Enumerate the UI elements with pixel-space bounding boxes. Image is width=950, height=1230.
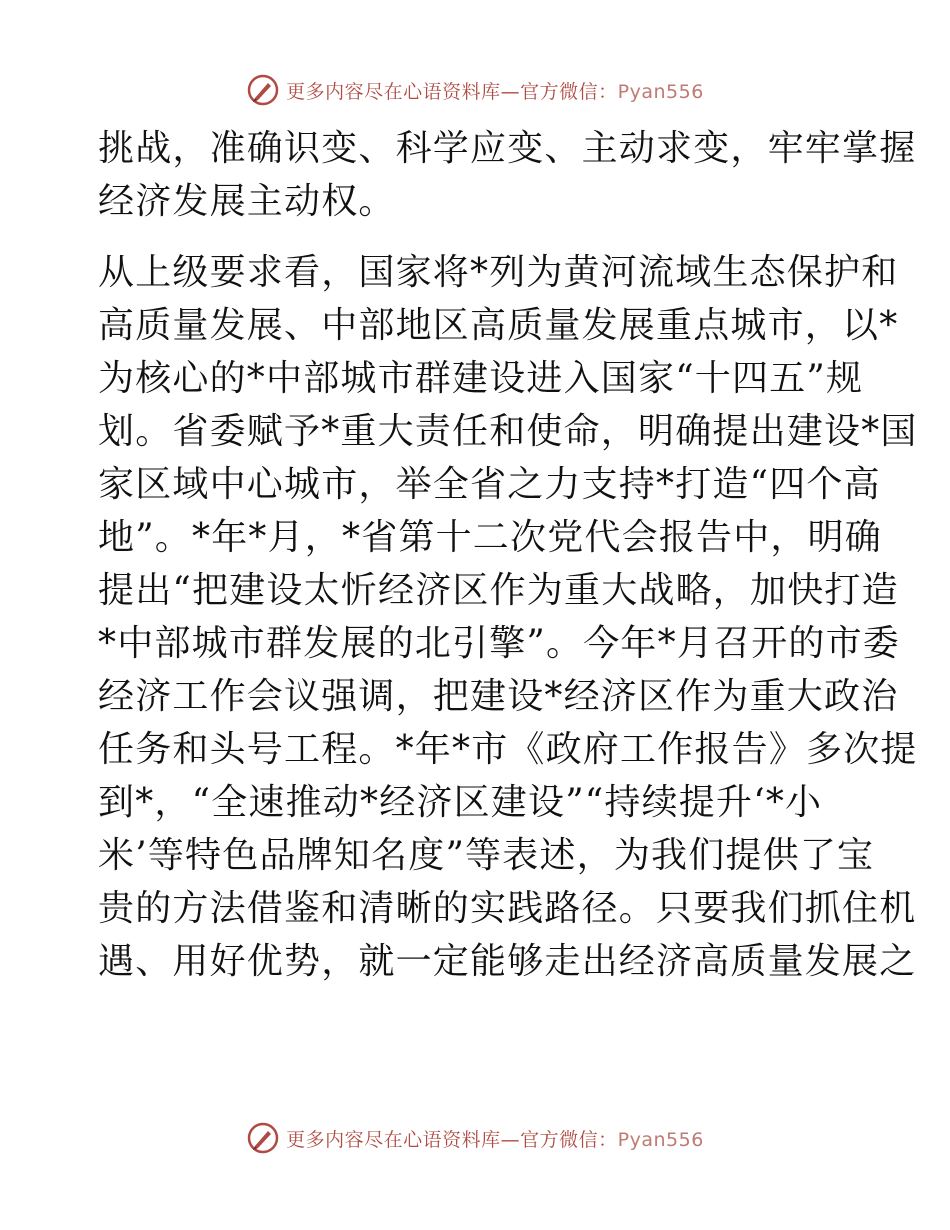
paragraph-spacer [98, 228, 854, 246]
paragraph-1 [98, 122, 917, 228]
text-line: 贵的方法借鉴和清晰的实践路径。只要我们抓住机 [98, 888, 917, 929]
text-line: 任务和头号工程。*年*市《政府工作报告》多次提 [98, 729, 918, 770]
text-line: 经济发展主动权。 [98, 181, 396, 222]
text-line: 家区域中心城市，举全省之力支持*打造“四个高 [98, 464, 881, 505]
watermark-text-cn: 更多内容尽在心语资料库—官方微信： [286, 1128, 618, 1151]
footer-watermark [0, 1116, 950, 1160]
text-line: 划。省委赋予*重大责任和使命，明确提出建设*国 [98, 411, 918, 452]
text-line: 经济工作会议强调，把建设*经济区作为重大政治 [98, 676, 899, 717]
pen-quill-icon [246, 73, 280, 107]
text-line: 为核心的*中部城市群建设进入国家“十四五”规 [98, 358, 864, 399]
text-line: 从上级要求看，国家将*列为黄河流域生态保护和 [98, 252, 899, 293]
watermark-text-cn: 更多内容尽在心语资料库—官方微信： [286, 80, 618, 103]
text-line: *中部城市群发展的北引擎”。今年*月召开的市委 [98, 623, 901, 664]
header-watermark [0, 68, 950, 112]
text-line: 地”。*年*月，*省第十二次党代会报告中，明确 [98, 517, 883, 558]
watermark-wechat-id: Pyan556 [617, 80, 704, 103]
pen-quill-icon [246, 1121, 280, 1155]
text-line: 提出“把建设太忻经济区作为重大战略，加快打造 [98, 570, 899, 611]
watermark-text [286, 1125, 704, 1152]
text-line: 高质量发展、中部地区高质量发展重点城市，以* [98, 305, 899, 346]
text-line: 米’等特色品牌知名度”等表述，为我们提供了宝 [98, 835, 875, 876]
text-line: 挑战，准确识变、科学应变、主动求变，牢牢掌握 [98, 128, 917, 169]
text-line: 到*，“全速推动*经济区建设”“持续提升‘*小 [98, 782, 823, 823]
paragraph-2 [98, 246, 918, 988]
watermark-wechat-id: Pyan556 [617, 1128, 704, 1151]
document-body [98, 122, 918, 988]
watermark-text [286, 77, 704, 104]
text-line: 遇、用好优势，就一定能够走出经济高质量发展之 [98, 941, 917, 982]
